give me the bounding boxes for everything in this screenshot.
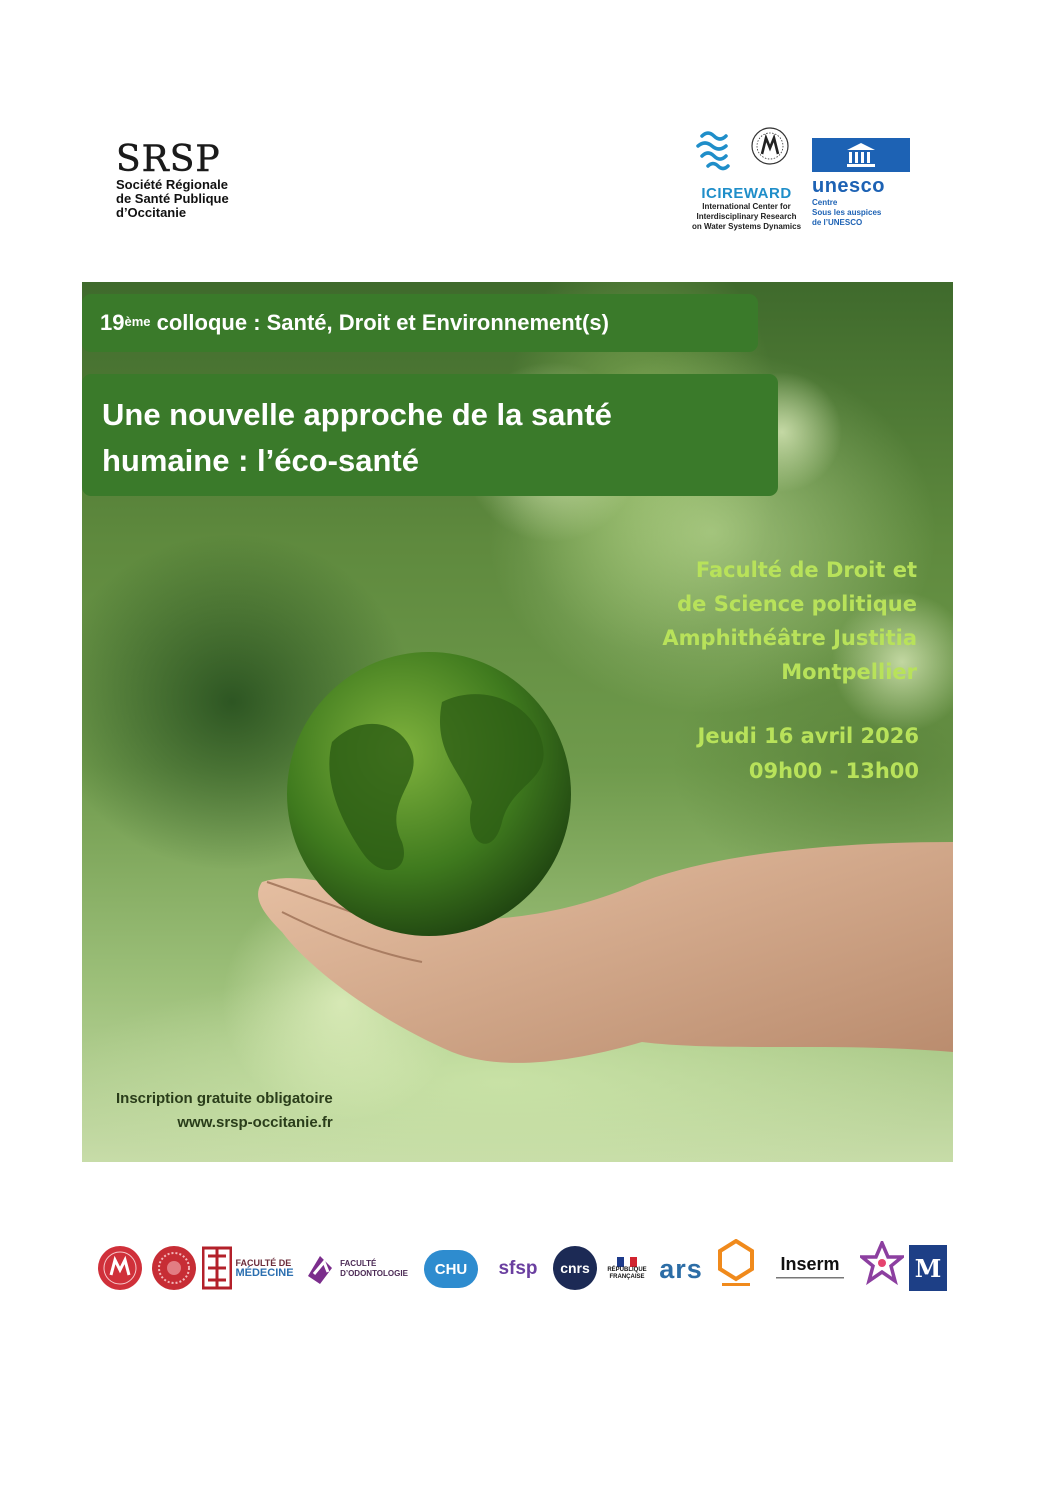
colloque-title: colloque : Santé, Droit et Environnement(s) xyxy=(150,310,609,335)
republique-line-1: RÉPUBLIQUE xyxy=(607,1267,647,1273)
colloque-banner xyxy=(82,294,758,352)
chu-text: CHU xyxy=(424,1250,478,1288)
event-date: Jeudi 16 avril 2026 xyxy=(697,724,919,748)
srsp-logo xyxy=(116,139,256,232)
chu-logo xyxy=(422,1248,480,1290)
main-title-line-1: Une nouvelle approche de la santé xyxy=(102,397,612,432)
unesco-line-3: de l’UNESCO xyxy=(812,218,863,227)
signup-text: Inscription gratuite obligatoire xyxy=(116,1090,333,1107)
sfsp-logo xyxy=(494,1248,542,1290)
icireward-line-3: on Water Systems Dynamics xyxy=(691,222,802,231)
main-title-line-2: humaine : l’éco-santé xyxy=(102,443,419,478)
srsp-acronym: SRSP xyxy=(116,139,221,180)
cnrs-text: cnrs xyxy=(553,1246,597,1290)
inserm-text: Inserm xyxy=(780,1253,840,1274)
event-time: 09h00 - 13h00 xyxy=(748,759,919,783)
republique-francaise-logo xyxy=(604,1248,650,1290)
website-link[interactable]: www.srsp-occitanie.fr xyxy=(177,1114,333,1131)
montpellier-m-text: M xyxy=(909,1245,947,1291)
ville-montpellier-logo xyxy=(908,1244,948,1292)
icireward-emblem-icon xyxy=(684,126,809,178)
unesco-name: unesco xyxy=(812,175,886,197)
montpellier-metropole-logo xyxy=(858,1240,906,1292)
srsp-line-2: de Santé Publique xyxy=(116,191,229,206)
venue-line-4: Montpellier xyxy=(781,660,917,684)
hero-poster xyxy=(82,282,953,1162)
icireward-line-1: International Center for xyxy=(702,202,791,211)
icireward-name: ICIREWARD xyxy=(701,185,792,202)
unesco-line-2: Sous les auspices xyxy=(812,208,882,217)
ars-logo xyxy=(654,1248,708,1290)
faculte-odontologie-logo xyxy=(298,1248,414,1290)
venue-line-2: de Science politique xyxy=(677,592,917,616)
icireward-logo xyxy=(684,126,809,236)
venue-line-1: Faculté de Droit et xyxy=(695,558,917,582)
odontologie-line-1: FACULTÉ xyxy=(340,1259,377,1268)
mutuelle-logo xyxy=(714,1238,758,1292)
colloque-number: 19 xyxy=(100,310,125,335)
srsp-line-1: Société Régionale xyxy=(116,177,228,192)
unesco-temple-icon xyxy=(812,138,910,172)
venue-block xyxy=(662,553,917,689)
ars-text: ars xyxy=(659,1253,703,1284)
venue-line-3: Amphithéâtre Justitia xyxy=(662,626,917,650)
universite-montpellier-logo xyxy=(96,1244,144,1292)
faculte-medecine-logo xyxy=(202,1244,294,1292)
date-time-block xyxy=(698,719,919,789)
odontologie-line-2: D’ODONTOLOGIE xyxy=(340,1269,408,1278)
colloque-superscript: ème xyxy=(124,313,151,329)
icireward-line-2: Interdisciplinary Research xyxy=(696,212,797,221)
partner-logos xyxy=(96,1236,956,1306)
medecine-line-2: MÉDECINE xyxy=(235,1267,294,1279)
republique-line-2: FRANÇAISE xyxy=(609,1274,645,1280)
unesco-logo xyxy=(812,138,916,238)
main-title-banner xyxy=(82,374,778,496)
university-seal-logo xyxy=(150,1244,198,1292)
unesco-line-1: Centre xyxy=(812,198,838,207)
medecine-line-1: FACULTÉ DE xyxy=(235,1258,292,1268)
signup-block xyxy=(116,1087,333,1135)
cnrs-logo xyxy=(552,1245,598,1291)
inserm-logo xyxy=(772,1246,848,1288)
sfsp-text: sfsp xyxy=(498,1258,538,1279)
srsp-line-3: d’Occitanie xyxy=(116,205,187,220)
